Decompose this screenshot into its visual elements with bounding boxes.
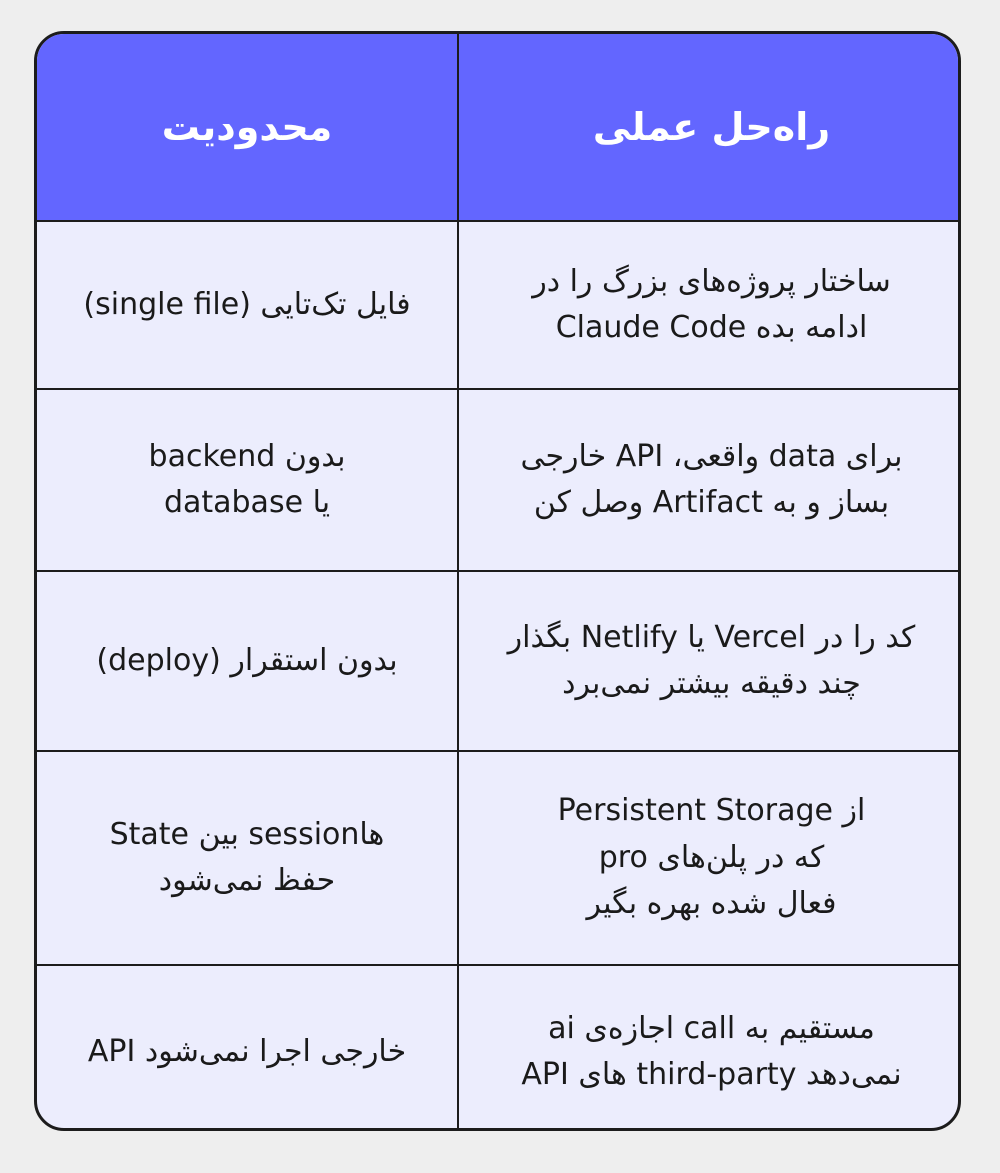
solution-cell: ai اجازه‌ی call مستقیم به API های third-party نمی‌دهد [458,965,961,1131]
solution-cell: ساختار پروژه‌های بزرگ را در Claude Code ادامه بده [458,221,961,389]
table-row [37,751,961,965]
solution-cell: برای data واقعی، API خارجی بساز و به Artifact وصل کن [458,389,961,571]
limitation-cell: بدون backend یا database [37,389,458,571]
limitation-cell: فایل تک‌تایی (single file) [37,221,458,389]
header-solution: راه‌حل عملی [458,34,961,221]
solution-cell: کد را در Vercel یا Netlify بگذار چند دقیقه بیشتر نمی‌برد [458,571,961,751]
table-row [37,389,961,571]
comparison-table [34,31,961,1131]
table-row [37,571,961,751]
limitation-cell: State بین sessionها حفظ نمی‌شود [37,751,458,965]
header-limitation: محدودیت [37,34,458,221]
solution-cell: از Persistent Storage که در پلن‌های pro فعال شده بهره بگیر [458,751,961,965]
limitation-cell: بدون استقرار (deploy) [37,571,458,751]
limitation-cell: API خارجی اجرا نمی‌شود [37,965,458,1131]
table-header-row [37,34,961,221]
table-row [37,965,961,1131]
limitations-solutions-table [37,34,961,1131]
table-row [37,221,961,389]
